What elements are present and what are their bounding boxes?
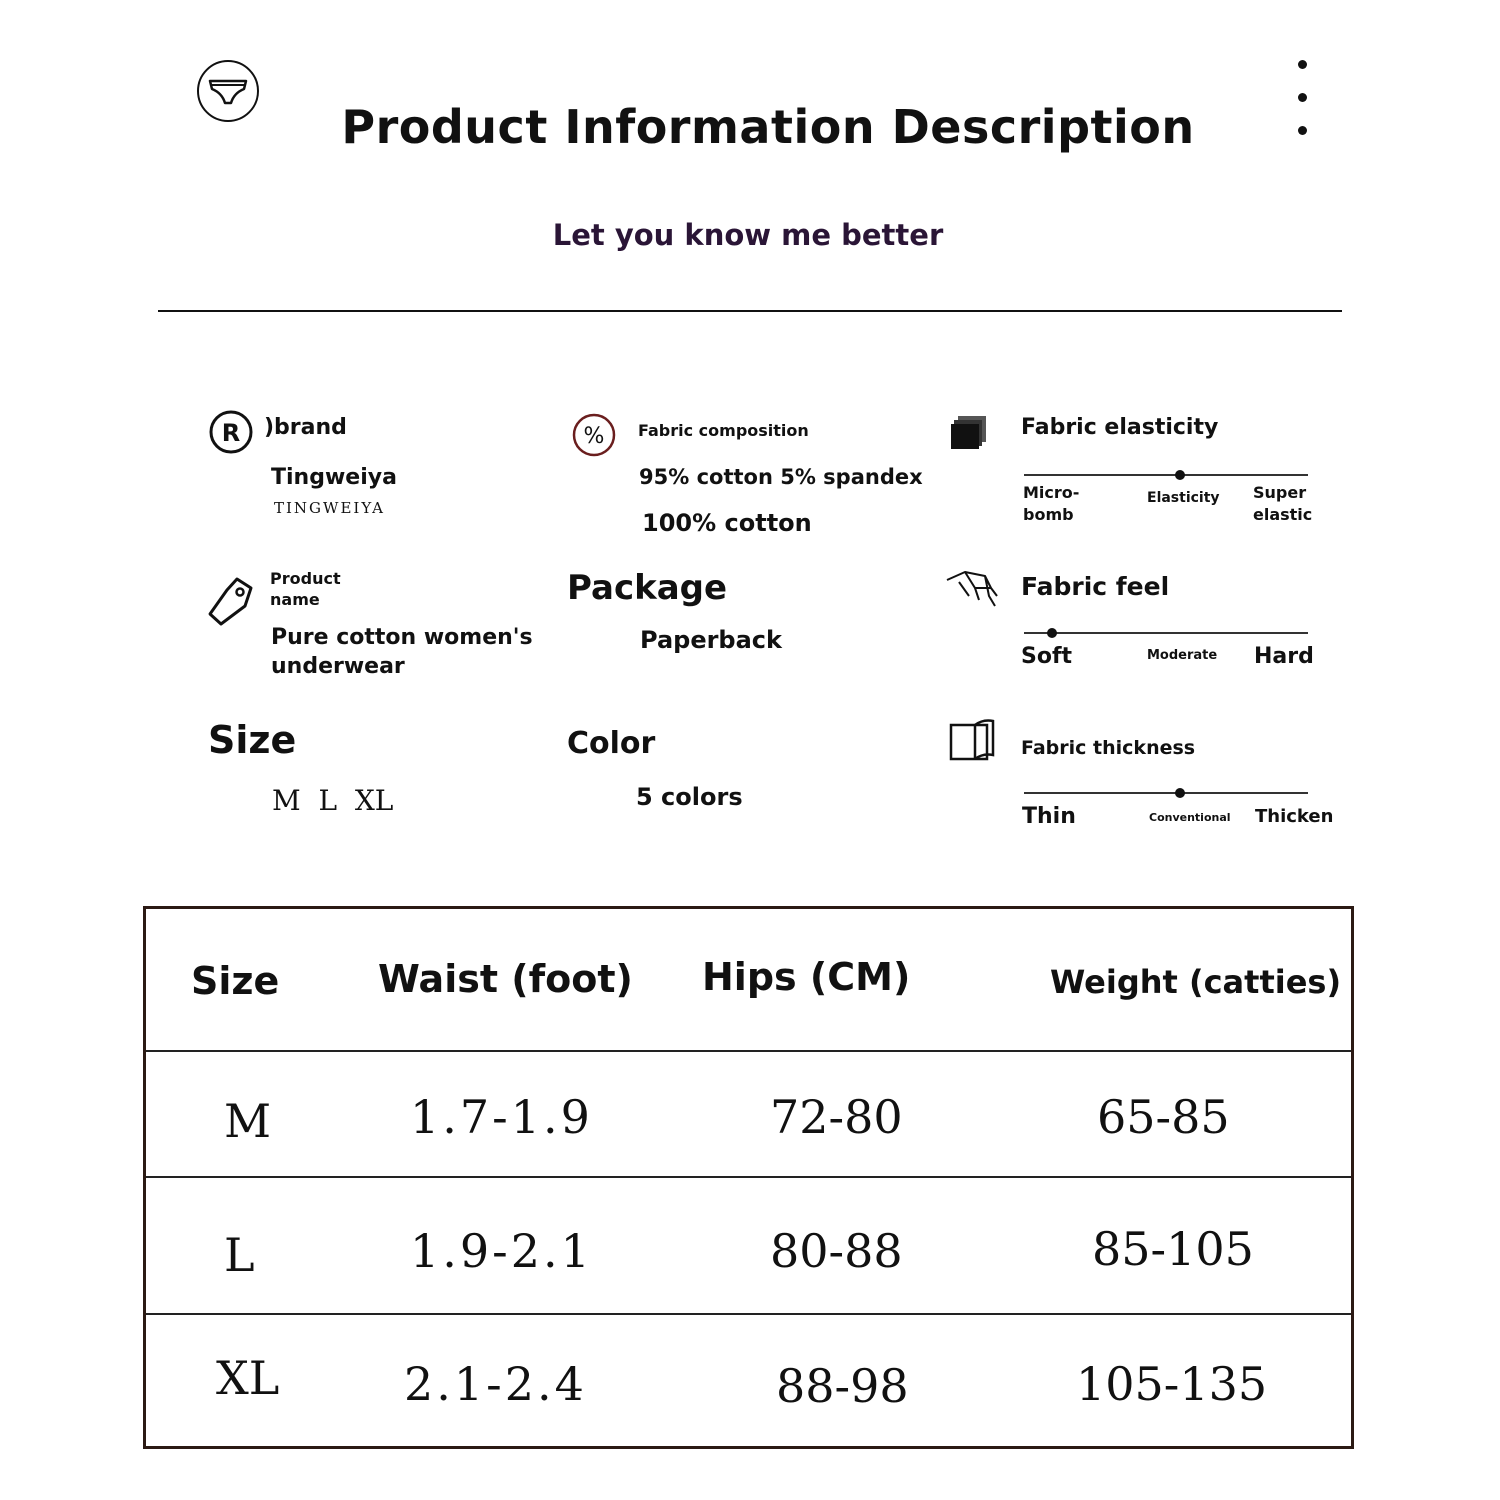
fabric-composition-value-1: 95% cotton 5% spandex — [639, 465, 923, 489]
fabric-composition-value-2: 100% cotton — [642, 509, 812, 537]
package-value: Paperback — [640, 626, 782, 654]
table-header-weight: Weight (catties) — [1050, 963, 1342, 1001]
elasticity-left-label: Micro- bomb — [1023, 483, 1080, 524]
feel-scale — [1024, 632, 1308, 634]
feel-knob — [1047, 628, 1057, 638]
table-row — [146, 1052, 1351, 1176]
thickness-middle-label: Conventional — [1149, 811, 1231, 824]
product-name-value: Pure cotton women's underwear — [271, 625, 533, 679]
page-title: Product Information Description — [341, 100, 1195, 154]
registered-icon — [208, 409, 254, 455]
fabric-layers-icon — [950, 414, 988, 450]
tag-icon — [207, 576, 255, 628]
fabric-thickness-title: Fabric thickness — [1021, 737, 1196, 759]
brand-value: Tingweiya — [271, 465, 397, 490]
brand-subvalue: TINGWEIYA — [274, 499, 385, 517]
table-cell-size: XL — [216, 1351, 280, 1405]
table-header-waist: Waist (foot) — [378, 957, 633, 1001]
table-cell-size: M — [224, 1094, 272, 1148]
table-cell-weight: 65-85 — [1097, 1090, 1230, 1144]
table-header-size: Size — [191, 959, 280, 1003]
color-value: 5 colors — [636, 783, 743, 811]
fabric-composition-label: Fabric composition — [638, 421, 809, 440]
table-cell-hips: 72-80 — [770, 1090, 903, 1144]
table-header-hips: Hips (CM) — [702, 955, 911, 999]
table-cell-weight: 85-105 — [1092, 1222, 1254, 1276]
thickness-right-label: Thicken — [1255, 806, 1334, 827]
table-row — [146, 1178, 1351, 1312]
table-cell-size: L — [224, 1228, 255, 1282]
elasticity-middle-label: Elasticity — [1147, 490, 1220, 506]
table-cell-waist: 2.1-2.4 — [404, 1357, 587, 1411]
table-cell-hips: 88-98 — [776, 1359, 909, 1413]
divider — [158, 310, 1342, 312]
book-thickness-icon — [949, 719, 997, 763]
table-cell-waist: 1.7-1.9 — [410, 1090, 593, 1144]
hand-touch-icon — [945, 566, 1009, 608]
fabric-feel-title: Fabric feel — [1021, 572, 1170, 601]
feel-middle-label: Moderate — [1147, 648, 1218, 663]
color-label: Color — [567, 726, 656, 761]
thickness-knob — [1175, 788, 1185, 798]
svg-text:%: % — [583, 424, 605, 449]
size-value: M L XL — [272, 784, 394, 817]
more-menu-icon[interactable] — [1298, 60, 1312, 159]
feel-right-label: Hard — [1254, 644, 1314, 669]
elasticity-right-label: Super elastic — [1253, 483, 1313, 524]
thickness-scale — [1024, 792, 1308, 794]
fabric-elasticity-title: Fabric elasticity — [1021, 415, 1219, 440]
table-cell-waist: 1.9-2.1 — [410, 1224, 593, 1278]
brand-label: )brand — [264, 415, 347, 440]
feel-left-label: Soft — [1021, 644, 1073, 669]
size-label: Size — [208, 718, 297, 762]
elasticity-knob — [1175, 470, 1185, 480]
svg-text:R: R — [221, 419, 241, 447]
table-cell-hips: 80-88 — [770, 1224, 903, 1278]
elasticity-scale — [1024, 474, 1308, 476]
table-row — [146, 1315, 1351, 1445]
thickness-left-label: Thin — [1022, 804, 1076, 829]
page-subtitle: Let you know me better — [552, 218, 944, 252]
size-table — [143, 906, 1354, 1449]
percent-icon — [571, 412, 617, 458]
table-cell-weight: 105-135 — [1076, 1357, 1268, 1411]
package-label: Package — [567, 568, 728, 608]
product-name-label: Product name — [270, 569, 341, 609]
